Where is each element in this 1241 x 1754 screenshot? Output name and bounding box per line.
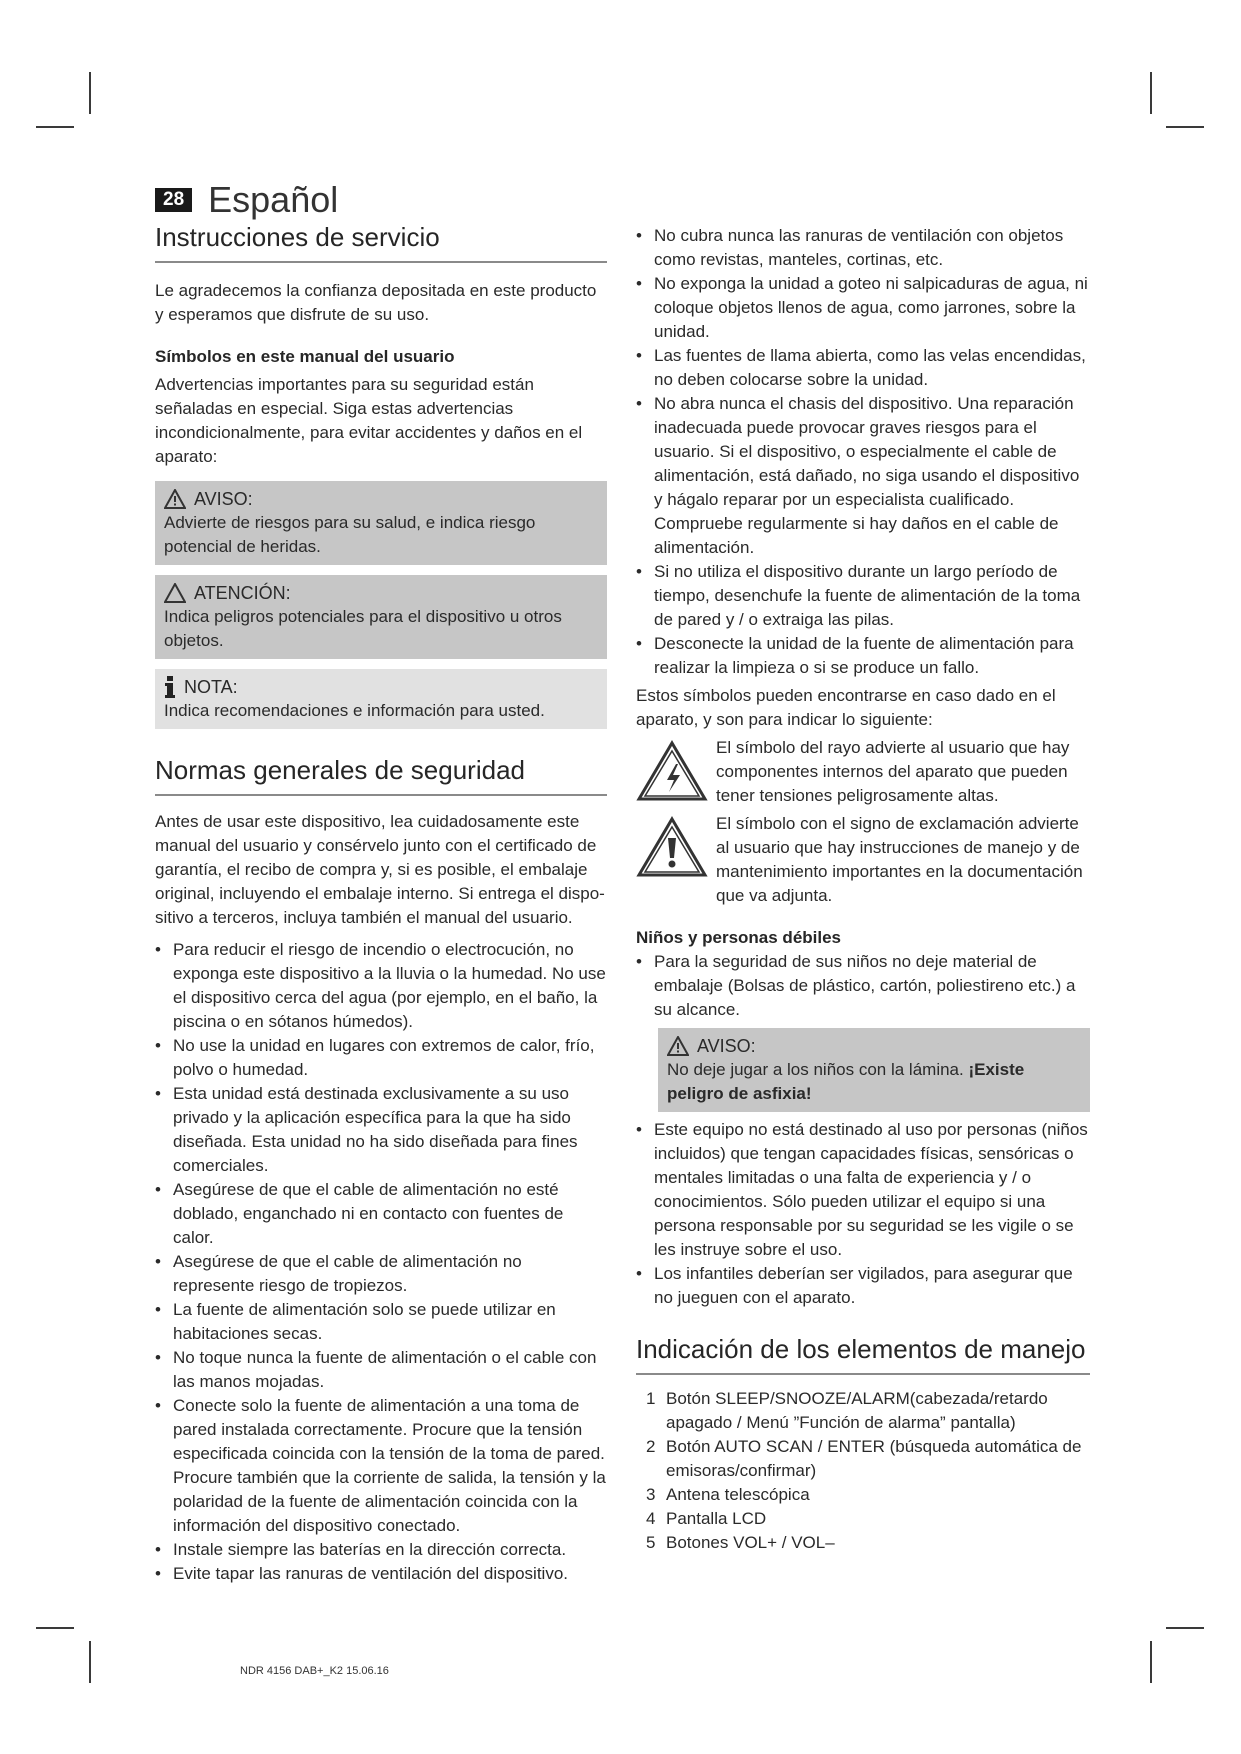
crop-mark	[1166, 1627, 1204, 1629]
section-title-controls: Indicación de los elementos de manejo	[636, 1334, 1090, 1375]
page-number: 28	[155, 188, 192, 212]
list-item: 4 Pantalla LCD	[646, 1509, 767, 1528]
list-item: • No exponga la unidad a goteo ni salpicaduras de agua, ni coloque objetos llenos de agua, como jarrones, sobre la unidad.	[636, 274, 1088, 341]
list-item: • No cubra nunca las ranuras de ventilación con objetos como revistas, manteles, cortinas, etc.	[636, 226, 1064, 269]
section-title-instructions: Instrucciones de servicio	[155, 222, 607, 263]
warning-triangle-icon	[667, 1036, 689, 1056]
nota-box	[155, 669, 607, 729]
list-item: • Los infantiles deberían ser vigilados, para asegurar que no jueguen con el aparato.	[636, 1264, 1073, 1307]
children-list-continued	[636, 1118, 1090, 1310]
aviso-children-title: AVISO:	[697, 1036, 756, 1056]
list-item: • La fuente de alimentación solo se puede utilizar en habitaciones secas.	[155, 1300, 556, 1343]
aviso-children-box	[658, 1028, 1090, 1112]
list-item: • Este equipo no está destinado al uso por personas (niños incluidos) que tengan capacidades físicas, sensóricas o mentales limitadas o una falta de experiencia y / o conocimientos. Sólo pueden utilizar el equipo si una persona responsable por su seguridad se les vigile o se les instruye sobre el uso.	[636, 1120, 1088, 1259]
crop-mark	[89, 72, 91, 114]
list-item: • Evite tapar las ranuras de ventilación del dispositivo.	[155, 1564, 568, 1583]
list-item: • Instale siempre las baterías en la dirección correcta.	[155, 1540, 567, 1559]
exclamation-symbol-row	[636, 812, 1090, 908]
children-heading: Niños y personas débiles	[636, 928, 842, 947]
aviso-children-text: No deje jugar a los niños con la lámina. ¡Existe peligro de asfixia!	[667, 1060, 1025, 1103]
list-item: 5 Botones VOL+ / VOL–	[646, 1533, 835, 1552]
aviso-text: Advierte de riesgos para su salud, e indica riesgo potencial de heridas.	[164, 513, 536, 556]
language-title: Español	[208, 179, 339, 220]
intro-text: Le agradecemos la confianza depositada en este producto y esperamos que disfrute de su uso.	[155, 281, 597, 324]
aviso-box	[155, 481, 607, 565]
lightning-warning-icon	[636, 740, 708, 802]
crop-mark	[1150, 72, 1152, 114]
symbols-text: Advertencias importantes para su seguridad están señaladas en especial. Siga estas advertencias incondicionalmente, para evitar accidentes y daños en el aparato:	[155, 375, 583, 466]
exclamation-warning-icon	[636, 816, 708, 878]
controls-list	[636, 1387, 1090, 1555]
footer-code: NDR 4156 DAB+_K2 15.06.16	[240, 1665, 389, 1677]
list-item: • Desconecte la unidad de la fuente de alimentación para realizar la limpieza o si se produce un fallo.	[636, 634, 1074, 677]
list-item: 1 Botón SLEEP/SNOOZE/ALARM(cabezada/retardo apagado / Menú ”Función de alarma” pantalla)	[646, 1389, 1048, 1432]
children-list	[636, 950, 1090, 1022]
safety-intro: Antes de usar este dispositivo, lea cuidadosamente este manual del usuario y consérvelo junto con el certificado de garantía, el recibo de compra y, si es posible, el embalaje original, incluyendo el embalaje interno. Si entrega el dispositivo a terceros, incluya también el manual del usuario.	[155, 812, 605, 927]
list-item: • Asegúrese de que el cable de alimentación no esté doblado, enganchado ni en contacto con fuentes de calor.	[155, 1180, 564, 1247]
atencion-box	[155, 575, 607, 659]
info-icon	[164, 676, 176, 698]
page-header	[155, 178, 338, 222]
right-column	[636, 224, 1090, 1555]
list-item: • Esta unidad está destinada exclusivamente a su uso privado y la aplicación específica para la que ha sido diseñada. Esta unidad no ha sido diseñada para fines comerciales.	[155, 1084, 578, 1175]
atencion-text: Indica peligros potenciales para el dispositivo u otros objetos.	[164, 607, 562, 650]
list-item: • Si no utiliza el dispositivo durante un largo período de tiempo, desenchufe la fuente de alimentación de la toma de pared y / o extraiga las pilas.	[636, 562, 1081, 629]
exclamation-text: El símbolo con el signo de exclamación advierte al usuario que hay instrucciones de manejo y de mantenimiento importantes en la documentación que va adjunta.	[716, 814, 1083, 905]
nota-text: Indica recomendaciones e información para usted.	[164, 701, 545, 720]
crop-mark	[89, 1641, 91, 1683]
crop-mark	[36, 1627, 74, 1629]
symbols-heading: Símbolos en este manual del usuario	[155, 347, 455, 366]
list-item: 3 Antena telescópica	[646, 1485, 810, 1504]
list-item: • No use la unidad en lugares con extremos de calor, frío, polvo o humedad.	[155, 1036, 595, 1079]
nota-title: NOTA:	[184, 677, 238, 697]
caution-triangle-icon	[164, 583, 186, 603]
list-item: • Para la seguridad de sus niños no deje material de embalaje (Bolsas de plástico, cartón, poliestireno etc.) a su alcance.	[636, 952, 1076, 1019]
list-item: • Conecte solo la fuente de alimentación a una toma de pared instalada correctamente. Procure que la tensión especificada coincida con la tensión de la toma de pared. Procure también que la corriente de salida, la tensión y la polaridad de la fuente de alimentación coincida con la información del dispositivo conectado.	[155, 1396, 606, 1535]
list-item: • No toque nunca la fuente de alimentación o el cable con las manos mojadas.	[155, 1348, 597, 1391]
atencion-title: ATENCIÓN:	[194, 583, 291, 603]
safety-list-continued	[636, 224, 1090, 680]
safety-list	[155, 938, 607, 1586]
crop-mark	[1150, 1641, 1152, 1683]
lightning-text: El símbolo del rayo advierte al usuario que hay componentes internos del aparato que pueden tener tensiones peligrosamente altas.	[716, 738, 1070, 805]
aviso-title: AVISO:	[194, 489, 253, 509]
lightning-symbol-row	[636, 736, 1090, 808]
list-item: • Las fuentes de llama abierta, como las velas encendidas, no deben colocarse sobre la unidad.	[636, 346, 1086, 389]
warning-triangle-icon	[164, 489, 186, 509]
list-item: • No abra nunca el chasis del dispositivo. Una reparación inadecuada puede provocar graves riesgos para el usuario. Si el dispositivo, o especialmente el cable de alimentación, está dañado, no siga usando el dispositivo y hágalo reparar por un especialista cualificado. Compruebe regularmente si hay daños en el cable de alimentación.	[636, 394, 1080, 557]
crop-mark	[1166, 126, 1204, 128]
left-column	[155, 222, 607, 1586]
list-item: • Para reducir el riesgo de incendio o electrocución, no exponga este dispositivo a la lluvia o la humedad. No use el dispositivo cerca del agua (por ejemplo, en el baño, la piscina o en sótanos húmedos).	[155, 940, 606, 1031]
crop-mark	[36, 126, 74, 128]
list-item: • Asegúrese de que el cable de alimentación no represente riesgo de tropiezos.	[155, 1252, 522, 1295]
list-item: 2 Botón AUTO SCAN / ENTER (búsqueda automática de emisoras/confirmar)	[646, 1437, 1082, 1480]
section-title-safety: Normas generales de seguridad	[155, 755, 607, 796]
symbols-intro: Estos símbolos pueden encontrarse en caso dado en el aparato, y son para indicar lo siguiente:	[636, 686, 1056, 729]
